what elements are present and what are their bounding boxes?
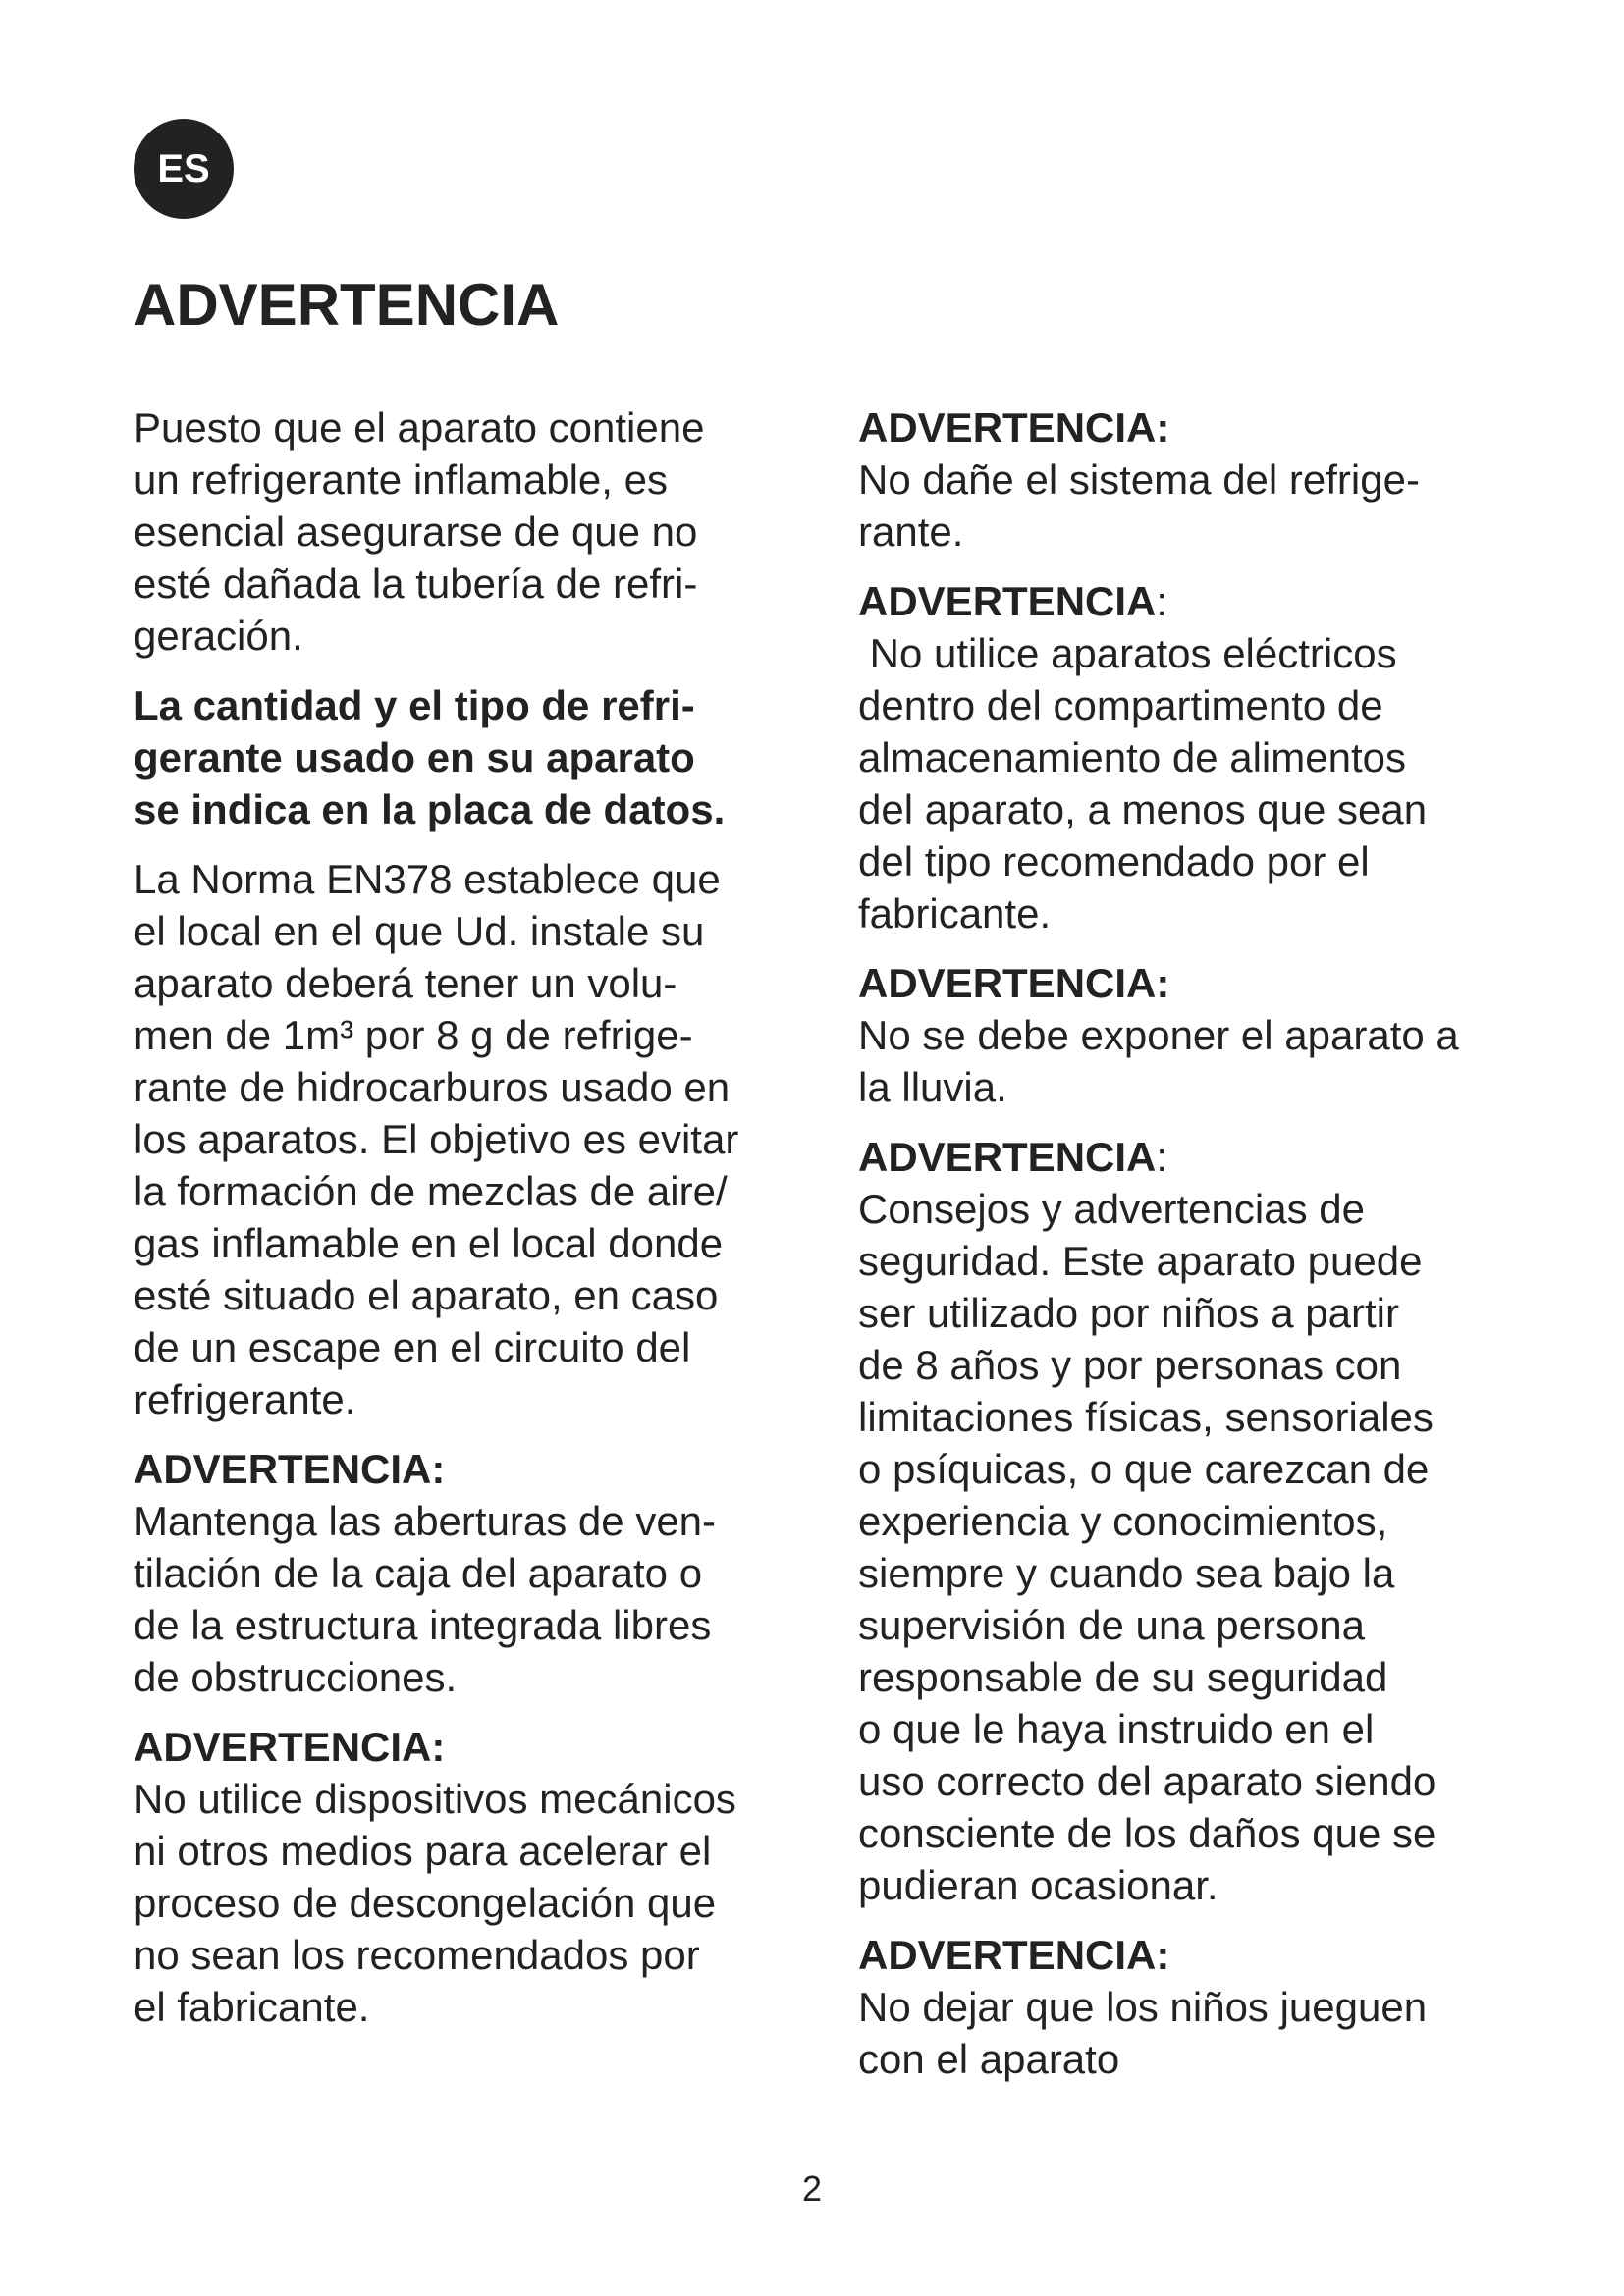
text-line: No dañe el sistema del refrige-	[858, 456, 1420, 503]
page-title: ADVERTENCIA	[134, 272, 560, 338]
text-line: siempre y cuando sea bajo la	[858, 1550, 1395, 1596]
warning-heading: ADVERTENCIA:	[134, 1446, 446, 1492]
heading-colon: :	[1156, 1134, 1168, 1180]
text-line: uso correcto del aparato siendo	[858, 1758, 1436, 1804]
text-line: Mantenga las aberturas de ven-	[134, 1498, 717, 1544]
text-line: Consejos y advertencias de	[858, 1186, 1365, 1232]
warning-heading: ADVERTENCIA:	[134, 1724, 446, 1770]
text-line: del aparato, a menos que sean	[858, 786, 1428, 832]
text-line: No dejar que los niños jueguen	[858, 1984, 1428, 2030]
text-line: pudieran ocasionar.	[858, 1862, 1218, 1908]
text-line: La cantidad y el tipo de refri-	[134, 682, 695, 728]
warning-heading: ADVERTENCIA	[858, 1134, 1157, 1180]
warning-safety-advice	[858, 1131, 1536, 1911]
text-line: gerante usado en su aparato	[134, 734, 695, 780]
text-line: de la estructura integrada libres	[134, 1602, 712, 1648]
language-code: ES	[157, 146, 210, 190]
text-line: los aparatos. El objetivo es evitar	[134, 1116, 739, 1162]
text-line: se indica en la placa de datos.	[134, 786, 726, 832]
warning-heading: ADVERTENCIA:	[858, 404, 1170, 451]
text-line: un refrigerante inflamable, es	[134, 456, 668, 503]
page-number: 2	[801, 2168, 823, 2209]
warning-heading-line	[858, 1131, 1536, 1183]
text-line: de obstrucciones.	[134, 1654, 458, 1700]
language-badge	[134, 119, 234, 219]
text-line: supervisión de una persona	[858, 1602, 1366, 1648]
text-line: limitaciones físicas, sensoriales	[858, 1394, 1434, 1440]
text-line: No utilice dispositivos mecánicos	[134, 1776, 736, 1822]
text-line: ser utilizado por niños a partir	[858, 1290, 1399, 1336]
text-line: refrigerante.	[134, 1376, 356, 1422]
text-line: de 8 años y por personas con	[858, 1342, 1402, 1388]
warning-ventilation	[134, 1443, 801, 1703]
warning-heading: ADVERTENCIA:	[858, 1932, 1170, 1978]
text-line: de un escape en el circuito del	[134, 1324, 691, 1370]
text-line: dentro del compartimento de	[858, 682, 1383, 728]
text-line: del tipo recomendado por el	[858, 838, 1370, 884]
warning-refrigerant-system	[858, 401, 1536, 558]
norm-paragraph	[134, 853, 801, 1425]
text-line: rante de hidrocarburos usado en	[134, 1064, 731, 1110]
text-line: men de 1m³ por 8 g de refrige-	[134, 1012, 693, 1058]
warning-electrical	[858, 575, 1536, 939]
text-line: La Norma EN378 establece que	[134, 856, 721, 902]
text-line: gas inflamable en el local donde	[134, 1220, 724, 1266]
text-line: esté dañada la tubería de refri-	[134, 561, 698, 607]
text-line: la lluvia.	[858, 1064, 1007, 1110]
text-line: el fabricante.	[134, 1984, 370, 2030]
text-line: No se debe exponer el aparato a	[858, 1012, 1459, 1058]
warning-children	[858, 1929, 1536, 2085]
warning-heading-line	[858, 575, 1536, 627]
text-line: consciente de los daños que se	[858, 1810, 1436, 1856]
intro-paragraph	[134, 401, 801, 662]
warning-heading: ADVERTENCIA:	[858, 960, 1170, 1006]
text-line: seguridad. Este aparato puede	[858, 1238, 1423, 1284]
text-line: esté situado el aparato, en caso	[134, 1272, 719, 1318]
refrigerant-info-paragraph	[134, 679, 801, 835]
text-line: el local en el que Ud. instale su	[134, 908, 705, 954]
text-line: proceso de descongelación que	[134, 1880, 717, 1926]
text-line: rante.	[858, 508, 964, 555]
text-line: tilación de la caja del aparato o	[134, 1550, 703, 1596]
warning-heading: ADVERTENCIA	[858, 578, 1157, 624]
text-line: aparato deberá tener un volu-	[134, 960, 677, 1006]
text-line: o psíquicas, o que carezcan de	[858, 1446, 1430, 1492]
text-line: Puesto que el aparato contiene	[134, 404, 705, 451]
text-line: ni otros medios para acelerar el	[134, 1828, 712, 1874]
text-line: esencial asegurarse de que no	[134, 508, 698, 555]
heading-colon: :	[1156, 578, 1168, 624]
left-column	[134, 401, 801, 2033]
warning-defrost	[134, 1721, 801, 2033]
text-line: No utilice aparatos eléctricos	[858, 630, 1397, 676]
text-line: experiencia y conocimientos,	[858, 1498, 1388, 1544]
text-line: almacenamiento de alimentos	[858, 734, 1406, 780]
text-line: no sean los recomendados por	[134, 1932, 700, 1978]
text-line: con el aparato	[858, 2036, 1120, 2082]
right-column	[858, 401, 1536, 2085]
text-line: la formación de mezclas de aire/	[134, 1168, 728, 1214]
text-line: geración.	[134, 613, 303, 659]
text-line: responsable de su seguridad	[858, 1654, 1388, 1700]
text-line: fabricante.	[858, 890, 1052, 936]
warning-rain	[858, 957, 1536, 1113]
text-line: o que le haya instruido en el	[858, 1706, 1375, 1752]
